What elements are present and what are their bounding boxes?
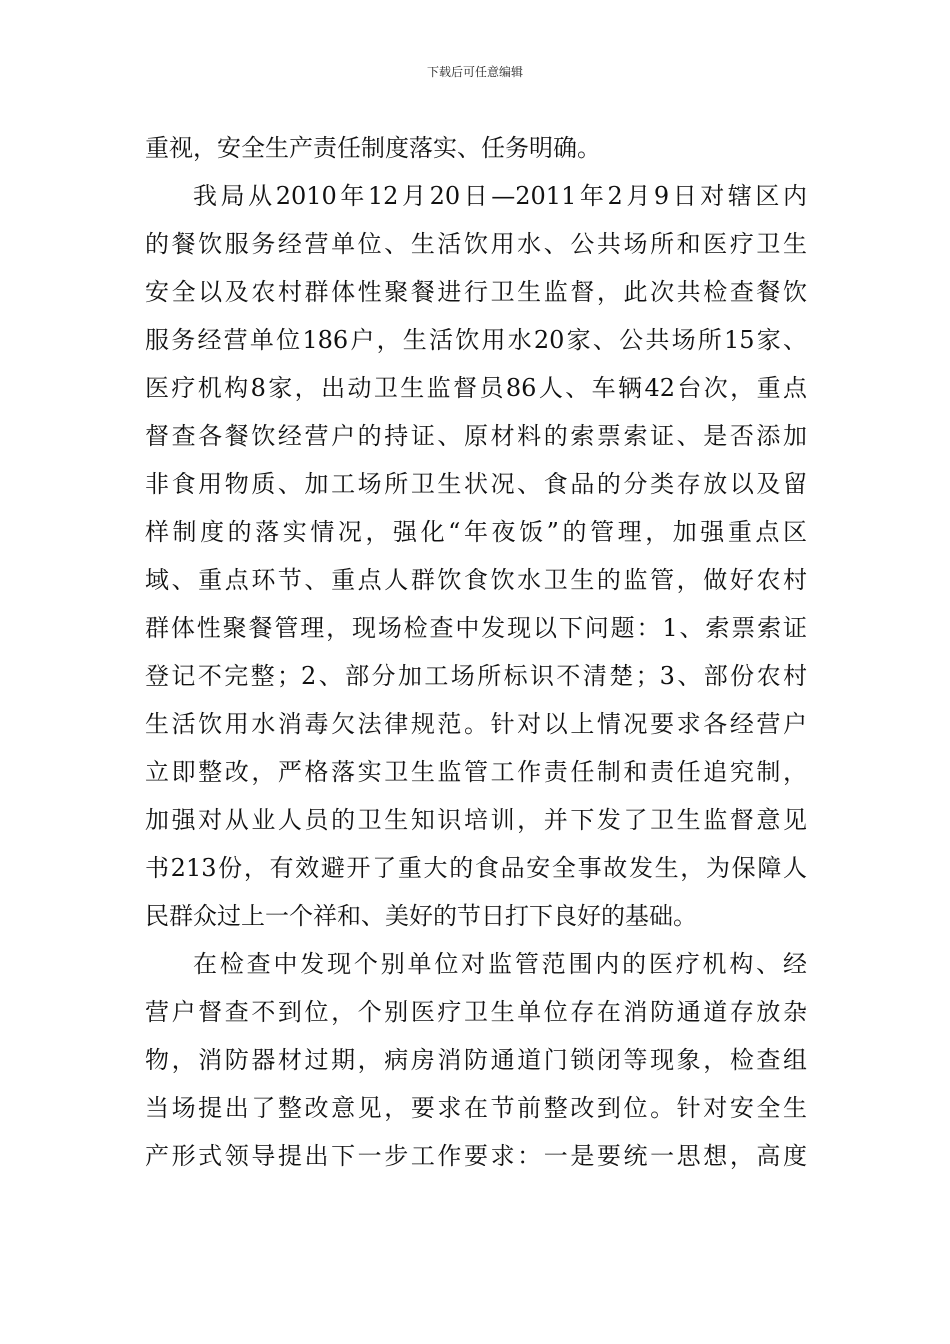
- text-line: 的餐饮服务经营单位、生活饮用水、公共场所和医疗卫生: [145, 230, 807, 258]
- text-line: 安全以及农村群体性聚餐进行卫生监督，此次共检查餐饮: [145, 278, 807, 306]
- text-line: 立即整改，严格落实卫生监管工作责任制和责任追究制，: [145, 758, 807, 786]
- text-line: 加强对从业人员的卫生知识培训，并下发了卫生监督意见: [145, 806, 807, 834]
- text-line: 当场提出了整改意见，要求在节前整改到位。针对安全生: [145, 1094, 807, 1122]
- text-line: 登记不完整；2、部分加工场所标识不清楚；3、部份农村: [145, 662, 807, 690]
- text-line: 生活饮用水消毒欠法律规范。针对以上情况要求各经营户: [145, 710, 807, 738]
- text-line: 重视，安全生产责任制度落实、任务明确。: [145, 134, 601, 162]
- text-line: 产形式领导提出下一步工作要求：一是要统一思想，高度: [145, 1142, 807, 1170]
- text-line: 营户督查不到位，个别医疗卫生单位存在消防通道存放杂: [145, 998, 807, 1026]
- text-line: 服务经营单位186户，生活饮用水20家、公共场所15家、: [145, 326, 807, 354]
- text-line: 群体性聚餐管理，现场检查中发现以下问题：1、索票索证: [145, 614, 807, 642]
- text-line: 民群众过上一个祥和、美好的节日打下良好的基础。: [145, 902, 697, 930]
- page-header-note: 下载后可任意编辑: [426, 65, 523, 79]
- text-line: 样制度的落实情况，强化“年夜饭”的管理，加强重点区: [145, 518, 807, 546]
- text-line: 物，消防器材过期，病房消防通道门锁闭等现象，检查组: [145, 1046, 807, 1074]
- paragraph-first-line: 我局从2010年12月20日—2011年2月9日对辖区内: [193, 182, 807, 210]
- text-line: 书213份，有效避开了重大的食品安全事故发生，为保障人: [145, 854, 807, 882]
- text-line: 医疗机构8家，出动卫生监督员86人、车辆42台次，重点: [145, 374, 807, 402]
- document-body: [145, 124, 807, 1180]
- text-line: 非食用物质、加工场所卫生状况、食品的分类存放以及留: [145, 470, 807, 498]
- paragraph-first-line: 在检查中发现个别单位对监管范围内的医疗机构、经: [193, 950, 807, 978]
- text-line: 域、重点环节、重点人群饮食饮水卫生的监管，做好农村: [145, 566, 807, 594]
- text-line: 督查各餐饮经营户的持证、原材料的索票索证、是否添加: [145, 422, 807, 450]
